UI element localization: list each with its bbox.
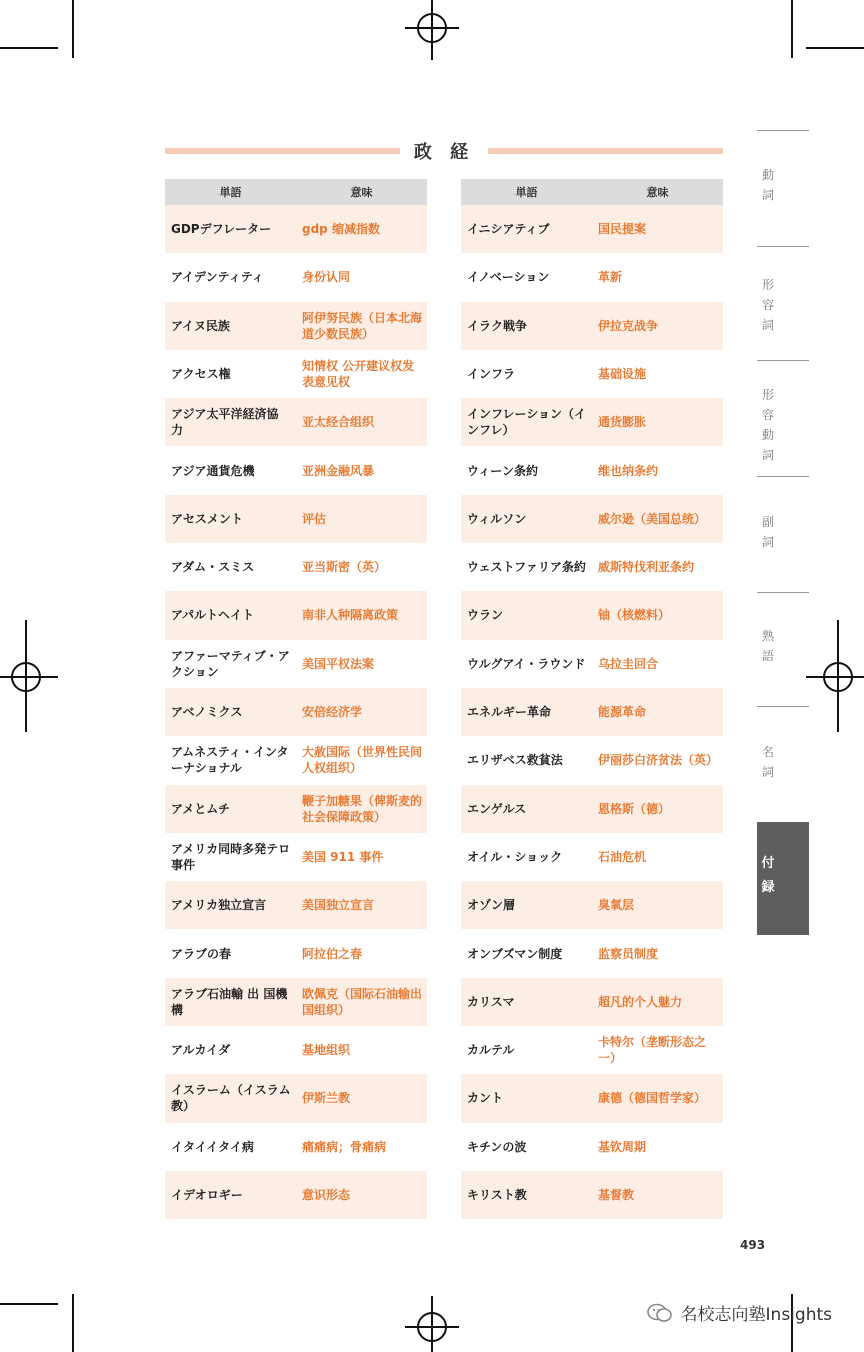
- vocab-meaning: 知情权 公开建议权发表意见权: [302, 358, 415, 390]
- vocab-meaning: 基钦周期: [598, 1139, 647, 1154]
- side-tab-adjective[interactable]: 形 容 詞: [761, 278, 774, 332]
- vocab-term: アムネスティ・インターナショナル: [171, 745, 289, 776]
- vocab-term: アイデンティティ: [171, 270, 264, 285]
- vocab-term: イスラーム（イスラム教）: [171, 1083, 291, 1114]
- vocab-row: [165, 736, 427, 784]
- vocab-term: ウィーン条約: [467, 463, 539, 478]
- vocab-row: [165, 446, 427, 494]
- vocab-term: エンゲルス: [467, 801, 527, 816]
- footer-brand: [647, 1300, 832, 1325]
- vocab-meaning: 国民提案: [598, 222, 647, 237]
- vocab-meaning: 阿伊努民族（日本北海道少数民族）: [302, 310, 423, 341]
- vocab-meaning: 评估: [302, 511, 327, 526]
- vocab-meaning: 美国独立宣言: [302, 898, 375, 913]
- table-header: [165, 179, 427, 205]
- vocab-meaning: 基地组织: [302, 1043, 351, 1058]
- crop-mark: [806, 47, 864, 49]
- crop-mark: [72, 1294, 74, 1352]
- vocab-meaning: 身份认同: [302, 270, 351, 285]
- vocab-term: イニシアティブ: [467, 222, 550, 237]
- vocab-meaning: 亚当斯密（英）: [302, 560, 387, 575]
- vocab-meaning: 超凡的个人魅力: [598, 994, 683, 1009]
- vocab-term: イラク戦争: [467, 318, 528, 333]
- vocab-meaning: 卡特尔（垄断形态之一）: [598, 1035, 707, 1066]
- vocab-meaning: 维也纳条约: [598, 463, 659, 478]
- vocab-meaning: 伊拉克战争: [598, 318, 659, 333]
- section-title: 政 経: [400, 138, 488, 164]
- vocab-row: [461, 881, 723, 929]
- header-term: 単語: [219, 186, 242, 199]
- vocab-row: [461, 302, 723, 350]
- wechat-icon: [647, 1303, 673, 1323]
- vocab-row: [461, 688, 723, 736]
- vocab-term: アメリカ独立宣言: [171, 898, 267, 913]
- vocab-term: アパルトヘイト: [171, 608, 255, 623]
- vocab-row: [461, 1171, 723, 1219]
- vocab-row: [165, 833, 427, 881]
- vocab-term: カリスマ: [467, 994, 515, 1009]
- vocab-meaning: gdp 缩减指数: [302, 222, 380, 237]
- side-divider: [757, 592, 809, 593]
- vocab-term: アルカイダ: [171, 1043, 231, 1058]
- vocab-row: [461, 640, 723, 688]
- vocab-row: [461, 736, 723, 784]
- side-divider: [757, 706, 809, 707]
- page-number: 493: [740, 1238, 766, 1252]
- vocab-term: アファーマティブ・アクション: [171, 648, 290, 679]
- vocab-meaning: 乌拉圭回合: [598, 656, 659, 671]
- vocab-meaning: 石油危机: [598, 849, 647, 864]
- vocab-term: オゾン層: [467, 898, 516, 913]
- vocab-meaning: 大赦国际（世界性民间人权组织）: [302, 745, 423, 776]
- vocab-row: [165, 543, 427, 591]
- crop-mark: [72, 0, 74, 58]
- vocab-term: オイル・ショック: [467, 849, 563, 864]
- vocab-meaning: 伊斯兰教: [302, 1091, 351, 1106]
- side-divider: [757, 130, 809, 131]
- vocab-term: ウラン: [467, 608, 504, 623]
- vocab-row: [165, 640, 427, 688]
- vocab-meaning: 基督教: [598, 1187, 635, 1202]
- vocab-term: アメとムチ: [171, 801, 231, 816]
- side-tab-appendix-label: 付 録: [761, 856, 775, 895]
- vocab-meaning: 亚太经合组织: [302, 415, 375, 430]
- vocab-meaning: 安倍经济学: [302, 705, 363, 720]
- vocab-row: [165, 1074, 427, 1122]
- vocab-row: [461, 785, 723, 833]
- vocab-term: キリスト教: [467, 1187, 527, 1202]
- side-tab-adverb[interactable]: 副 詞: [761, 515, 774, 549]
- vocab-meaning: 欧佩克（国际石油输出国组织）: [302, 986, 423, 1017]
- vocab-row: [461, 350, 723, 398]
- side-tab-appendix[interactable]: [757, 822, 809, 935]
- vocab-term: カント: [467, 1091, 504, 1106]
- vocab-row: [461, 1123, 723, 1171]
- vocab-row: [165, 1026, 427, 1074]
- vocab-meaning: 通货膨胀: [598, 415, 647, 430]
- vocab-row: [461, 543, 723, 591]
- vocab-meaning: 伊丽莎白济贫法（英）: [598, 753, 719, 768]
- side-tab-adjectival-verb[interactable]: 形 容 動 詞: [761, 388, 774, 462]
- vocab-term: ウルグアイ・ラウンド: [467, 656, 586, 671]
- vocab-row: [165, 350, 427, 398]
- vocab-row: [461, 495, 723, 543]
- vocab-row: [461, 591, 723, 639]
- vocab-meaning: 能源革命: [598, 705, 647, 720]
- vocab-row: [165, 495, 427, 543]
- vocab-term: アメリカ同時多発テロ事件: [171, 841, 291, 872]
- vocab-row: [461, 929, 723, 977]
- vocab-term: イデオロギー: [171, 1187, 243, 1202]
- vocab-meaning: 铀（核燃料）: [598, 608, 671, 623]
- vocab-meaning: 监察员制度: [598, 946, 659, 961]
- crop-mark: [0, 1303, 58, 1305]
- vocab-row: [461, 205, 723, 253]
- vocab-meaning: 基础设施: [598, 366, 647, 381]
- vocab-term: ウェストファリア条約: [467, 560, 586, 575]
- vocab-row: [165, 1123, 427, 1171]
- side-divider: [757, 360, 809, 361]
- vocab-table-left: [165, 179, 427, 1219]
- vocab-term: アイヌ民族: [171, 318, 230, 333]
- vocab-row: [461, 446, 723, 494]
- vocab-row: [461, 833, 723, 881]
- vocab-row: [165, 688, 427, 736]
- vocab-row: [461, 1026, 723, 1074]
- header-meaning: 意味: [646, 186, 669, 199]
- vocab-row: [461, 1074, 723, 1122]
- side-divider: [757, 476, 809, 477]
- vocab-term: アクセス権: [171, 366, 231, 381]
- vocab-row: [165, 978, 427, 1026]
- vocab-row: [461, 253, 723, 301]
- side-tab-verb[interactable]: 動 詞: [761, 168, 774, 202]
- vocab-term: エネルギー革命: [467, 705, 552, 720]
- vocab-row: [165, 929, 427, 977]
- vocab-row: [165, 253, 427, 301]
- vocab-term: アジア通貨危機: [171, 463, 255, 478]
- vocab-term: アダム・スミス: [171, 560, 255, 575]
- vocab-meaning: 意识形态: [302, 1187, 351, 1202]
- vocab-term: GDPデフレーター: [171, 222, 272, 237]
- vocab-term: オンブズマン制度: [467, 946, 563, 961]
- vocab-term: キチンの波: [467, 1139, 527, 1154]
- table-header: [461, 179, 723, 205]
- footer-brand-text: 名校志向塾Insights: [680, 1305, 832, 1325]
- side-tab-idiom[interactable]: 熟 語: [761, 629, 774, 663]
- vocab-row: [461, 398, 723, 446]
- vocab-table-right: [461, 179, 723, 1219]
- vocab-term: アセスメント: [171, 511, 243, 526]
- vocab-term: インフラ: [467, 366, 516, 381]
- vocab-meaning: 威尔逊（美国总统）: [598, 511, 707, 526]
- vocab-meaning: 痛痛病；骨痛病: [302, 1139, 387, 1154]
- vocab-row: [165, 398, 427, 446]
- vocab-meaning: 美国平权法案: [302, 656, 375, 671]
- vocab-meaning: 鞭子加糖果（俾斯麦的社会保障政策）: [302, 793, 423, 824]
- vocab-meaning: 美国 911 事件: [302, 849, 384, 864]
- vocab-meaning: 威斯特伐利亚条约: [598, 560, 695, 575]
- vocab-row: [165, 881, 427, 929]
- vocab-term: アジア太平洋経済協 力: [171, 407, 279, 438]
- vocab-row: [165, 205, 427, 253]
- vocab-meaning: 南非人种隔离政策: [302, 608, 399, 623]
- vocab-row: [165, 1171, 427, 1219]
- header-term: 単語: [515, 186, 538, 199]
- side-tab-noun[interactable]: 名 詞: [761, 745, 774, 779]
- header-meaning: 意味: [350, 186, 373, 199]
- crop-mark: [791, 0, 793, 58]
- vocab-term: アベノミクス: [171, 705, 243, 720]
- vocab-row: [165, 591, 427, 639]
- vocab-meaning: 康德（德国哲学家）: [598, 1091, 707, 1106]
- vocab-meaning: 亚洲金融风暴: [302, 463, 375, 478]
- vocab-term: アラブ石油輸 出 国機構: [171, 986, 288, 1017]
- vocab-meaning: 革新: [598, 270, 623, 285]
- vocab-row: [165, 785, 427, 833]
- vocab-term: インフレーション（インフレ）: [467, 407, 587, 438]
- crop-mark: [0, 47, 58, 49]
- vocab-term: カルテル: [467, 1043, 515, 1058]
- vocab-term: イタイイタイ病: [171, 1139, 254, 1154]
- vocab-term: エリザベス救貧法: [467, 753, 563, 768]
- vocab-term: ウィルソン: [467, 511, 527, 526]
- vocab-row: [461, 978, 723, 1026]
- vocab-term: イノベーション: [467, 270, 550, 285]
- vocab-row: [165, 302, 427, 350]
- vocab-meaning: 阿拉伯之春: [302, 946, 363, 961]
- section-header: [165, 138, 723, 166]
- vocab-term: アラブの春: [171, 946, 232, 961]
- side-divider: [757, 246, 809, 247]
- vocab-meaning: 恩格斯（德）: [598, 801, 671, 816]
- vocab-meaning: 臭氧层: [598, 898, 635, 913]
